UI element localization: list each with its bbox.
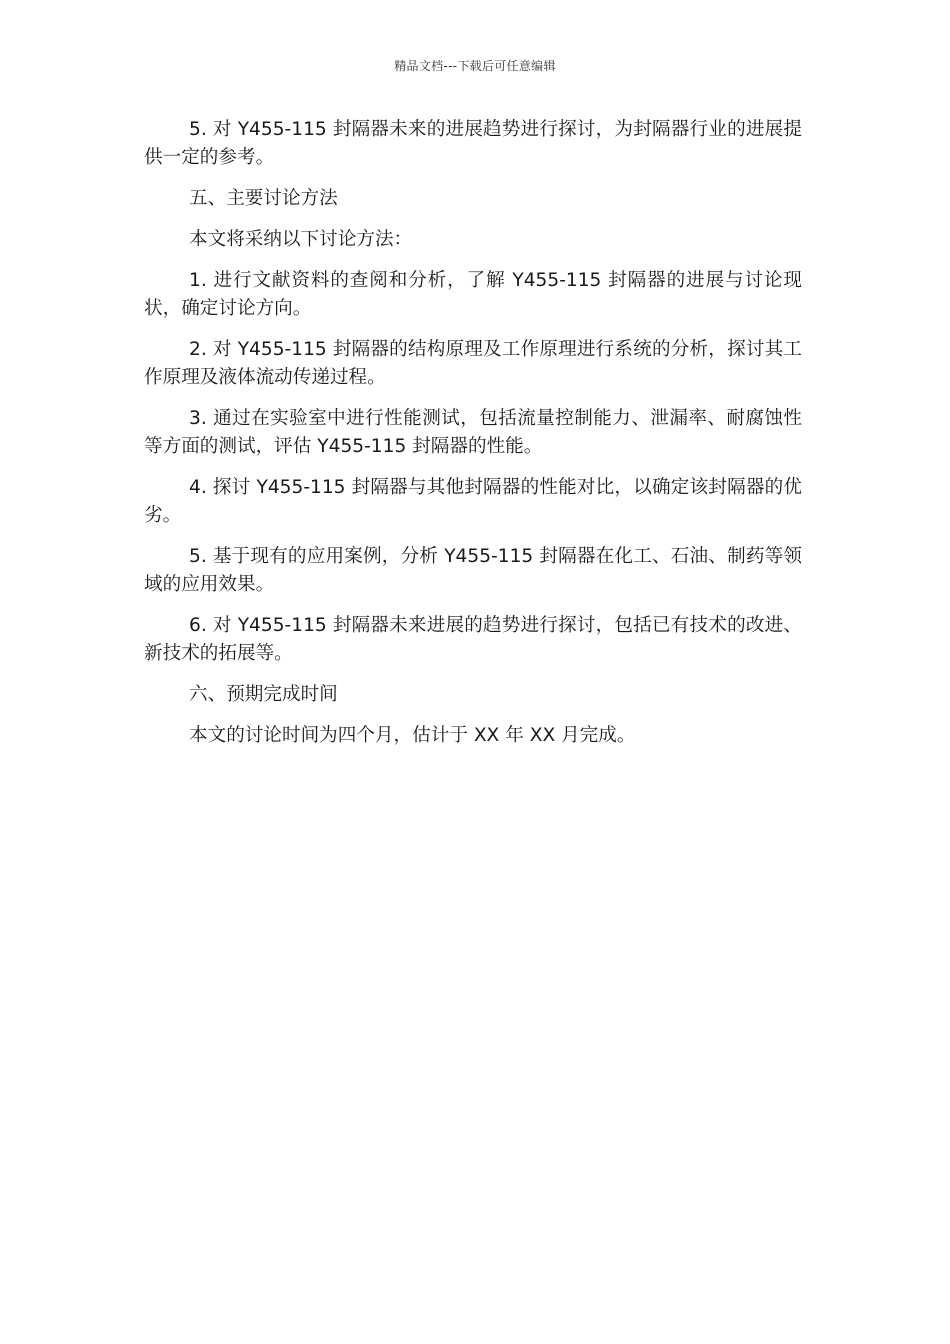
method-item-3: 3. 通过在实验室中进行性能测试，包括流量控制能力、泄漏率、耐腐蚀性等方面的测试，评估 Y455-115 封隔器的性能。 (144, 408, 802, 457)
document-body (144, 116, 802, 763)
paragraph-methods-intro: 本文将采纳以下讨论方法： (189, 229, 413, 250)
method-item-5: 5. 基于现有的应用案例，分析 Y455-115 封隔器在化工、石油、制药等领域的应用效果。 (144, 546, 802, 595)
page-header: 精品文档---下载后可任意编辑 (394, 59, 556, 73)
method-item-6: 6. 对 Y455-115 封隔器未来进展的趋势进行探讨，包括已有技术的改进、新技术的拓展等。 (144, 615, 802, 664)
section-heading-methods: 五、主要讨论方法 (189, 188, 338, 209)
method-item-1: 1. 进行文献资料的查阅和分析，了解 Y455-115 封隔器的进展与讨论现状，确定讨论方向。 (144, 270, 802, 319)
paragraph-item-5-future-trend: 5. 对 Y455-115 封隔器未来的进展趋势进行探讨，为封隔器行业的进展提供一定的参考。 (144, 119, 802, 168)
section-heading-schedule: 六、预期完成时间 (189, 684, 338, 705)
paragraph-schedule: 本文的讨论时间为四个月，估计于 XX 年 XX 月完成。 (189, 725, 636, 746)
method-item-4: 4. 探讨 Y455-115 封隔器与其他封隔器的性能对比，以确定该封隔器的优劣。 (144, 477, 802, 526)
method-item-2: 2. 对 Y455-115 封隔器的结构原理及工作原理进行系统的分析，探讨其工作原理及液体流动传递过程。 (144, 339, 802, 388)
